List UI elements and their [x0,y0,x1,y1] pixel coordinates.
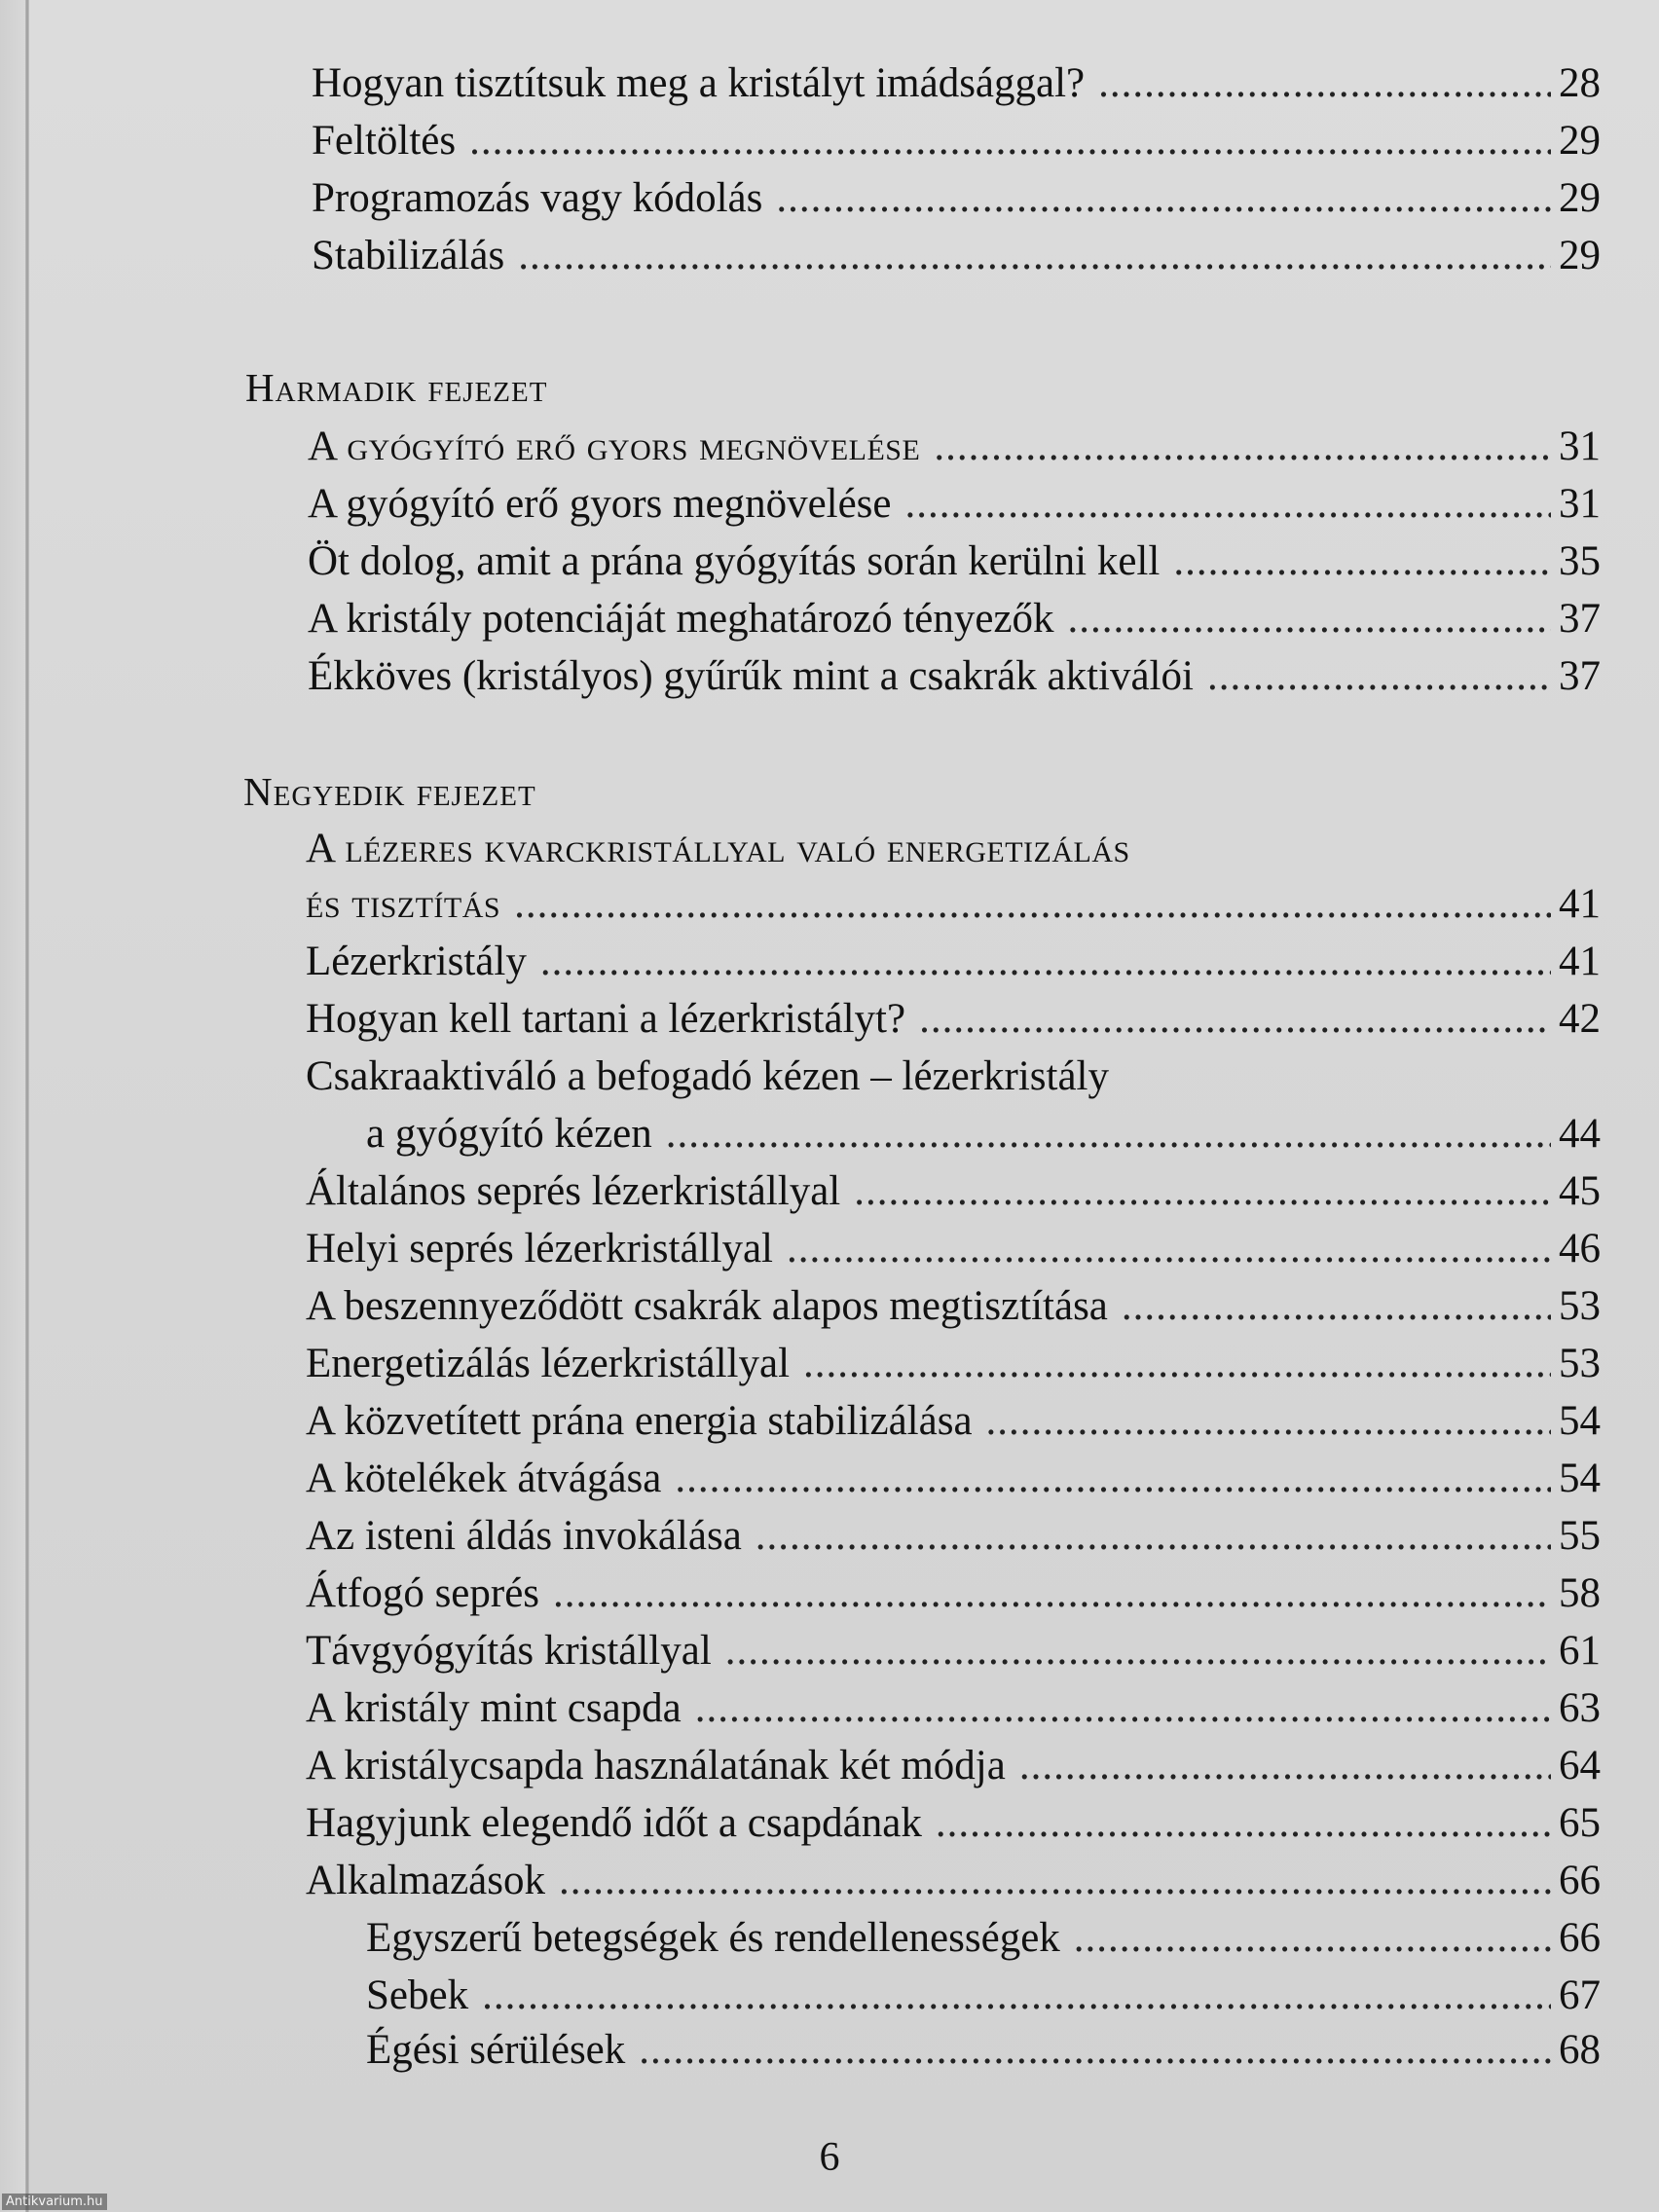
toc-entry [308,421,1601,473]
chapter-heading: Harmadik fejezet [245,365,548,410]
toc-entry-title: Ékköves (kristályos) gyűrűk mint a csakrák aktiválói [308,653,1194,699]
toc-entry-page: 66 [1559,1858,1601,1903]
toc-entry-page: 67 [1559,1972,1601,2018]
toc-entry [312,57,1601,110]
toc-entry [306,1395,1601,1448]
toc-entry [306,1682,1601,1735]
toc-entry-page: 58 [1559,1570,1601,1616]
leader-dots [803,1338,1551,1390]
toc-entry-title: Távgyógyítás kristállyal [306,1628,712,1674]
leader-dots [559,1855,1551,1907]
toc-entry-page: 54 [1559,1398,1601,1444]
toc-entry [306,878,1601,931]
leader-dots [725,1625,1551,1677]
leader-dots [675,1453,1551,1505]
toc-entry [306,1510,1601,1563]
toc-entry-page: 53 [1559,1283,1601,1329]
toc-entry-title: Öt dolog, amit a prána gyógyítás során kerülni kell [308,538,1161,584]
leader-dots [482,1970,1551,2022]
toc-entry-page: 55 [1559,1513,1601,1559]
toc-entry [366,1912,1601,1965]
toc-entry-page: 37 [1559,596,1601,642]
section-heading-line: A lézeres kvarckristállyal való energetizálás [306,826,1130,871]
toc-entry [306,1223,1601,1275]
toc-entry [312,115,1601,167]
toc-entry [306,1625,1601,1677]
toc-entry-page: 28 [1559,60,1601,106]
toc-entry-title: Általános seprés lézerkristállyal [306,1168,841,1214]
toc-entry-page: 66 [1559,1915,1601,1961]
leader-dots [518,230,1551,282]
toc-entry-page: 65 [1559,1800,1601,1846]
leader-dots [1122,1280,1551,1333]
toc-entry-title: Átfogó seprés [306,1570,540,1616]
toc-entry [306,993,1601,1046]
leader-dots [905,478,1551,531]
toc-entry-title: Sebek [366,1972,469,2018]
toc-entry-page: 42 [1559,996,1601,1042]
toc-entry-title: Alkalmazások [306,1858,545,1903]
leader-dots [666,1108,1551,1161]
toc-entry-title: A kristálycsapda használatának két módja [306,1743,1006,1788]
toc-entry [306,1453,1601,1505]
toc-entry-page: 53 [1559,1341,1601,1386]
leader-dots [776,172,1551,225]
leader-dots [639,2024,1551,2077]
toc-entry-title: Lézerkristály [306,939,527,984]
toc-entry-wrapped-line: Csakraaktiváló a befogadó kézen – lézerkristály [306,1053,1109,1099]
leader-dots [854,1165,1551,1218]
leader-dots [514,878,1551,931]
toc-entry [308,650,1601,703]
leader-dots [469,115,1551,167]
toc-entry [366,1108,1601,1161]
toc-entry [308,535,1601,588]
toc-entry [366,2024,1601,2077]
toc-entry-title: Programozás vagy kódolás [312,175,763,221]
leader-dots [1019,1740,1551,1792]
toc-entry-title: Helyi seprés lézerkristállyal [306,1226,773,1272]
leader-dots [756,1510,1551,1563]
leader-dots [934,421,1551,473]
leader-dots [1207,650,1551,703]
leader-dots [540,936,1551,988]
toc-entry [312,172,1601,225]
toc-entry-page: 61 [1559,1628,1601,1674]
toc-entry [306,936,1601,988]
watermark: Antikvarium.hu [2,2194,107,2210]
page-number: 6 [819,2135,840,2180]
leader-dots [695,1682,1551,1735]
toc-entry [306,1338,1601,1390]
toc-entry-page: 37 [1559,653,1601,699]
toc-entry [312,230,1601,282]
leader-dots [1098,57,1551,110]
toc-entry-title: Hogyan tisztítsuk meg a kristályt imádsággal? [312,60,1086,106]
toc-entry-title: A kristály mint csapda [306,1685,682,1731]
toc-entry-title: A kristály potenciáját meghatározó tényezők [308,596,1054,642]
toc-entry-title: Egyszerű betegségek és rendellenességek [366,1915,1060,1961]
toc-entry [306,1567,1601,1620]
toc-entry-title: A gyógyító erő gyors megnövelése [308,481,892,527]
toc-entry-title: Feltöltés [312,118,457,164]
toc-entry-page: 29 [1559,175,1601,221]
toc-entry [366,1970,1601,2022]
chapter-heading: Negyedik fejezet [243,769,536,814]
leader-dots [936,1797,1551,1850]
toc-entry [306,1165,1601,1218]
toc-entry-title: Az isteni áldás invokálása [306,1513,742,1559]
toc-entry [308,478,1601,531]
toc-entry-page: 35 [1559,538,1601,584]
toc-entry-page: 63 [1559,1685,1601,1731]
toc-entry-page: 41 [1559,881,1601,927]
toc-entry-title: Égési sérülések [366,2027,626,2073]
leader-dots [919,993,1551,1046]
toc-entry-title: és tisztítás [306,881,501,927]
toc-entry-title: A közvetített prána energia stabilizálása [306,1398,973,1444]
toc-entry-title: Energetizálás lézerkristállyal [306,1341,791,1386]
toc-entry [308,593,1601,645]
leader-dots [1068,593,1551,645]
toc-entry [306,1740,1601,1792]
toc-entry-page: 46 [1559,1226,1601,1272]
leader-dots [1074,1912,1551,1965]
leader-dots [787,1223,1551,1275]
toc-entry-title: A beszennyeződött csakrák alapos megtisztítása [306,1283,1108,1329]
toc-entry-page: 29 [1559,233,1601,278]
leader-dots [553,1567,1551,1620]
toc-entry-page: 31 [1559,481,1601,527]
toc-entry-title: Stabilizálás [312,233,505,278]
leader-dots [1173,535,1551,588]
toc-entry [306,1797,1601,1850]
toc-entry-page: 44 [1559,1111,1601,1157]
leader-dots [986,1395,1551,1448]
toc-entry-page: 68 [1559,2027,1601,2073]
toc-entry-page: 64 [1559,1743,1601,1788]
toc-entry-page: 45 [1559,1168,1601,1214]
toc-entry-title: A gyógyító erő gyors megnövelése [308,424,921,469]
toc-entry-title: A kötelékek átvágása [306,1456,662,1501]
toc-entry [306,1855,1601,1907]
toc-entry-page: 41 [1559,939,1601,984]
toc-entry-page: 29 [1559,118,1601,164]
toc-entry-title: Hagyjunk elegendő időt a csapdának [306,1800,922,1846]
toc-entry-title: Hogyan kell tartani a lézerkristályt? [306,996,906,1042]
toc-entry-title: a gyógyító kézen [366,1111,652,1157]
toc-entry-page: 54 [1559,1456,1601,1501]
toc-entry-page: 31 [1559,424,1601,469]
toc-entry [306,1280,1601,1333]
